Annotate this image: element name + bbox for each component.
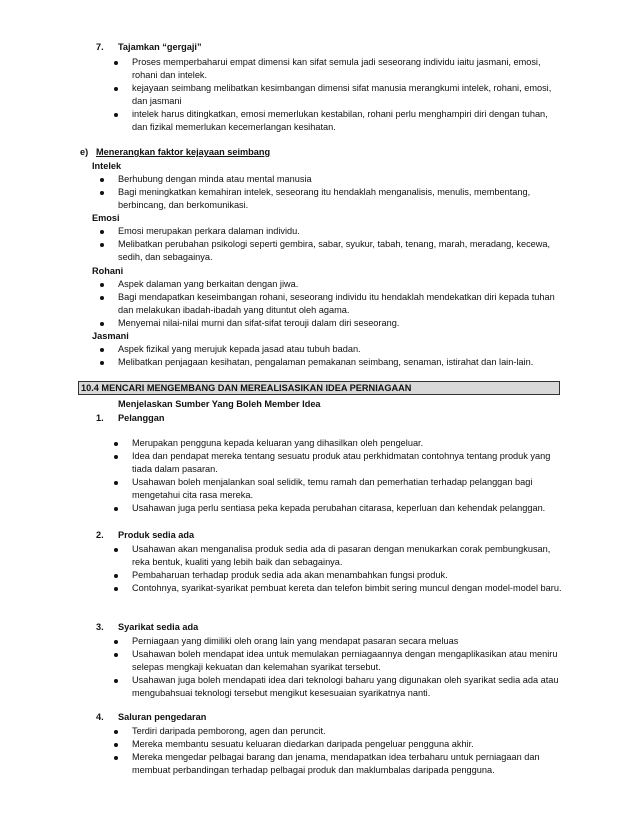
bullet-list — [106, 543, 562, 595]
list-item: Aspek dalaman yang berkaitan dengan jiwa. — [92, 278, 562, 291]
list-item: Emosi merupakan perkara dalaman individu. — [92, 225, 562, 238]
item-number: 3. — [96, 622, 104, 632]
item-number: 1. — [96, 413, 104, 423]
list-item: Usahawan boleh menjalankan soal selidik, temu ramah dan pemerhatian terhadap pelanggan bagi mengetahui cita rasa mereka. — [106, 476, 562, 502]
list-item: Berhubung dengan minda atau mental manusia — [92, 173, 562, 186]
bullet-list — [106, 635, 562, 700]
list-item: Bagi mendapatkan keseimbangan rohani, seseorang individu itu hendaklah mendekatkan diri kepada tuhan dan melakukan ibadah-ibadah yang dituntut oleh agama. — [92, 291, 562, 317]
item-title: Syarikat sedia ada — [118, 622, 199, 632]
item-title: Tajamkan “gergaji” — [118, 42, 202, 52]
list-item: Mereka mengedar pelbagai barang dan jenama, mendapatkan idea terbaharu untuk perniagaan dan membuat perbandingan terhadap pelbagai produk dan maklumbalas daripada pengguna. — [106, 751, 562, 777]
subhead-intelek: Intelek — [92, 161, 122, 171]
section-title: Menerangkan faktor kejayaan seimbang — [96, 147, 271, 157]
bullet-list — [106, 437, 562, 515]
list-item: Bagi meningkatkan kemahiran intelek, seseorang itu hendaklah menganalisis, menulis, membentang, berbincang, dan berkomunikasi. — [92, 186, 562, 212]
faktor-list — [92, 160, 562, 369]
list-item: Contohnya, syarikat-syarikat pembuat kereta dan telefon bimbit sering muncul dengan model-model baru. — [106, 582, 562, 595]
section-label: e) — [80, 147, 89, 157]
item-number: 4. — [96, 712, 104, 722]
subhead-jasmani: Jasmani — [92, 330, 129, 341]
subhead-rohani: Rohani — [92, 265, 124, 276]
list-item: Usahawan juga perlu sentiasa peka kepada perubahan citarasa, keperluan dan kehendak pelanggan. — [106, 502, 562, 515]
item-title: Pelanggan — [118, 413, 165, 423]
list-item: Melibatkan perubahan psikologi seperti gembira, sabar, syukur, tabah, tenang, marah, meradang, kecewa, sedih, dan sebagainya. — [92, 238, 562, 264]
list-item: Mereka membantu sesuatu keluaran diedarkan daripada pengeluar pengguna akhir. — [106, 738, 562, 751]
list-item: Perniagaan yang dimiliki oleh orang lain yang mendapat pasaran secara meluas — [106, 635, 562, 648]
item-title: Produk sedia ada — [118, 530, 195, 540]
item-number: 7. — [96, 42, 104, 52]
list-item: Merupakan pengguna kepada keluaran yang dihasilkan oleh pengeluar. — [106, 437, 562, 450]
section-header-bar: 10.4 MENCARI MENGEMBANG DAN MEREALISASIKAN IDEA PERNIAGAAN — [78, 381, 560, 395]
list-item: Melibatkan penjagaan kesihatan, pengalaman pemakanan seimbang, senaman, istirahat dan lain-lain. — [92, 356, 562, 369]
list-item: kejayaan seimbang melibatkan kesimbangan dimensi sifat manusia merangkumi intelek, rohani, emosi, dan jasmani — [106, 82, 562, 108]
list-item: Pembaharuan terhadap produk sedia ada akan menambahkan fungsi produk. — [106, 569, 562, 582]
list-item: Aspek fizikal yang merujuk kepada jasad atau tubuh badan. — [92, 343, 562, 356]
item-title: Saluran pengedaran — [118, 712, 207, 722]
subhead-emosi: Emosi — [92, 213, 120, 224]
list-item: Terdiri daripada pemborong, agen dan peruncit. — [106, 725, 562, 738]
list-item: intelek harus ditingkatkan, emosi memerlukan kestabilan, rohani perlu menghampiri diri dengan tuhan, dan fizikal memerlukan kecemerlangan kesihatan. — [106, 108, 562, 134]
list-item: Usahawan akan menganalisa produk sedia ada di pasaran dengan menukarkan corak pembungkusan, reka bentuk, kualiti yang lebih baik dan sebagainya. — [106, 543, 562, 569]
bullet-list — [106, 725, 562, 777]
list-item: Usahawan juga boleh mendapati idea dari teknologi baharu yang digunakan oleh syarikat sedia ada atau mengubahsuai teknologi tersebut mengikut kesesuaian syarikatnya nanti. — [106, 674, 562, 700]
list-item: Usahawan boleh mendapat idea untuk memulakan perniagaannya dengan mengaplikasikan atau meniru selepas mengkaji kekuatan dan kelemahan syarikat tersebut. — [106, 648, 562, 674]
bullet-list — [106, 56, 562, 134]
item-number: 2. — [96, 530, 104, 540]
list-item: Idea dan pendapat mereka tentang sesuatu produk atau perkhidmatan contohnya tentang produk yang tiada dalam pasaran. — [106, 450, 562, 476]
list-item: Proses memperbaharui empat dimensi kan sifat semula jadi seseorang individu iaitu jasmani, emosi, rohani dan intelek. — [106, 56, 562, 82]
section-subtitle: Menjelaskan Sumber Yang Boleh Member Idea — [118, 399, 321, 409]
list-item: Menyemai nilai-nilai murni dan sifat-sifat terouji dalam diri seseorang. — [92, 317, 562, 330]
